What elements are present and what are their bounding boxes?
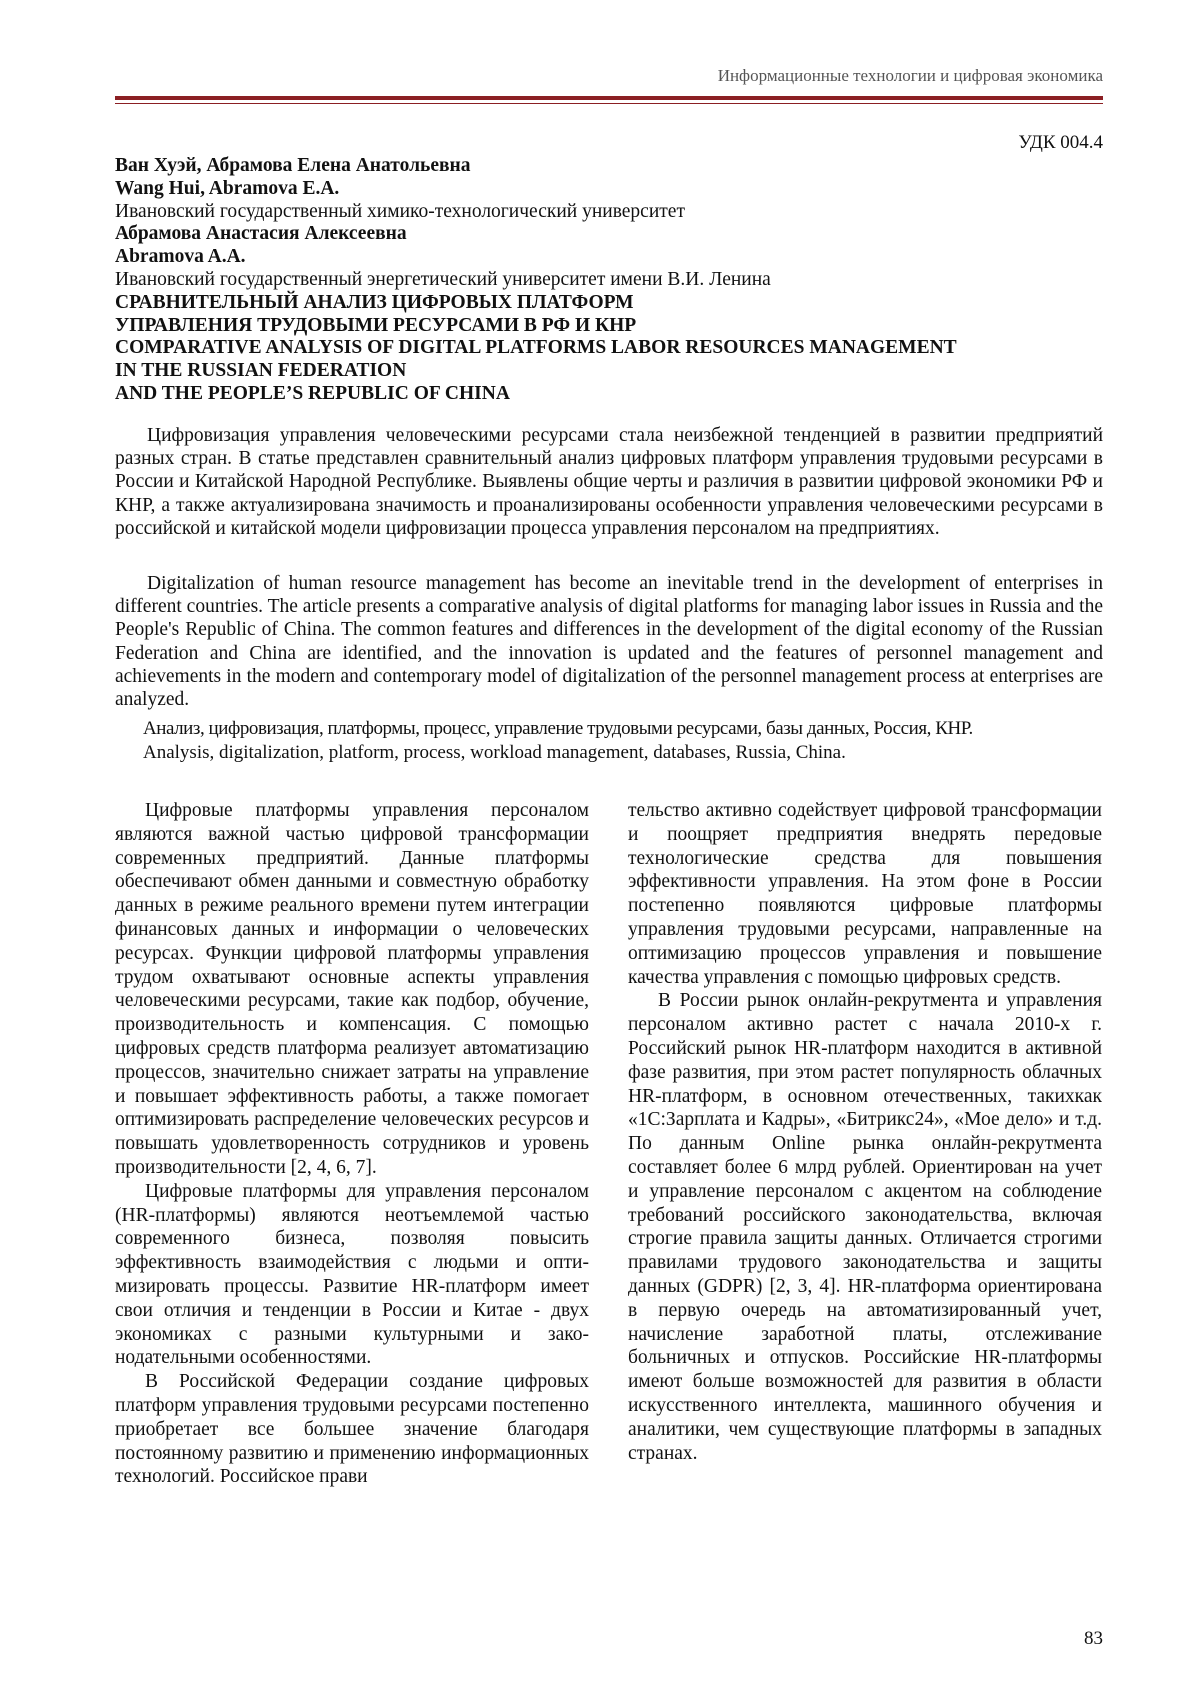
body-paragraph: В Российской Федерации создание цифровых платформ управления трудовыми ресурсами постепенно приобретает все большее значение благодаря постоянному развитию и применению информационных технологий. Российское прави xyxy=(115,1371,589,1488)
keywords-ru: Анализ, цифровизация, платформы, процесс, управление трудовыми ресурсами, базы данных, Россия, КНР. xyxy=(143,718,973,739)
author-line-en-1: Wang Hui, Abramova E.A. xyxy=(115,177,340,199)
front-matter xyxy=(115,155,1103,406)
running-head: Информационные технологии и цифровая экономика xyxy=(717,66,1103,85)
affiliation-1: Ивановский государственный химико-технологический университет xyxy=(115,200,685,222)
body-paragraph-continued: тельство активно содействует цифровой трансформации и поощряет предприятия внедрять передовые технологические средства для повышения эффективности управления. На этом фоне в России постепенно появляются цифровые платформы управления трудовыми ресурсами, направленные на оптимизацию процессов управления и повышение качества управления с помощью цифровых средств. xyxy=(628,800,1102,988)
abstract-ru: Цифровизация управления человеческими ресурсами стала неизбежной тенденцией в развитии предприятий разных стран. В статье представлен сравнительный анализ цифровых платформ управления трудовыми ресурсами в России и Китайской Народной Республике. Выявлены общие черты и различия в развитии цифровой экономики РФ и КНР, а также актуализирована значимость и проанализированы особенности управления человеческими ресурсами в российской и китайской модели цифровизации процесса управления персоналом на предприятиях. xyxy=(115,425,1103,539)
page-number: 83 xyxy=(1084,1628,1103,1649)
header-rule-thick xyxy=(115,96,1103,100)
title-en-line-2: IN THE RUSSIAN FEDERATION xyxy=(115,360,407,382)
abstract-en: Digitalization of human resource management has become an inevitable trend in the development of enterprises in different countries. The article presents a comparative analysis of digital platforms for managing labor issues in Russia and the People's Republic of China. The common features and differences in the development of the digital economy of the Russian Federation and China are identified, and the innovation is updated and the features of personnel management and achievements in the modern and contemporary model of digitalization of the personnel management process at enterprises are analyzed. xyxy=(115,573,1103,711)
author-line-en-2: Abramova A.A. xyxy=(115,246,246,268)
author-line-ru-1: Ван Хуэй, Абрамова Елена Анатольевна xyxy=(115,155,471,176)
title-ru-line-1: СРАВНИТЕЛЬНЫЙ АНАЛИЗ ЦИФРОВЫХ ПЛАТФОРМ xyxy=(115,291,634,313)
body-column-left xyxy=(115,799,589,1489)
body-paragraph: В России рынок онлайн-рекрутмента и управления персоналом активно растет с начала 2010-х г. Российский рынок HR-платформ находится в активной фазе развития, при этом растет популярность облачных HR-платформ, в основном отечественных, такихкак «1С:Зарплата и Кадры», «Битрикс24», «Мое дело» и т.д. По данным Online рынка онлайн-рекрутмента составляет более 6 млрд рублей. Ориентирован на учет и управление персоналом с акцентом на соблюдение требований российского законодательства, включая строгие правила защиты данных. Отличается строгими правилами трудового законодательства и защиты данных (GDPR) [2, 3, 4]. HR-платформа ориентирована в первую очередь на автоматизированный учет, начисление заработной платы, отслеживание больничных и отпусков. Российские HR-платформы имеют больше возможностей для развития в области искусственного интеллекта, машинного обучения и аналитики, чем существующие платформы в западных странах. xyxy=(628,990,1102,1464)
body-paragraph: Цифровые платформы управления персоналом являются важной частью цифровой трансформации современных предприятий. Данные платформы обеспечивают обмен данными и совместную обработку данных в режиме реального времени путем интеграции финансовых данных и информации о человеческих ресурсах. Функции цифровой платформы управления трудом охватывают основные аспекты управления человеческими ресурсами, такие как подбор, обучение, производительность и компенсация. С помощью цифровых средств платформа реализует автоматизацию процессов, значительно снижает затраты на управление и повышает эффективность работы, а также помогает оптимизировать распределение человеческих ресурсов и повышать удовлетворенность сотрудников и уровень производительности [2, 4, 6, 7]. xyxy=(115,800,589,1178)
header-rule-thin xyxy=(115,103,1103,104)
affiliation-2: Ивановский государственный энергетический университет имени В.И. Ленина xyxy=(115,268,771,290)
title-en-line-1: COMPARATIVE ANALYSIS OF DIGITAL PLATFORMS LABOR RESOURCES MANAGEMENT xyxy=(115,337,957,359)
author-line-ru-2: Абрамова Анастасия Алексеевна xyxy=(115,223,407,245)
title-ru-line-2: УПРАВЛЕНИЯ ТРУДОВЫМИ РЕСУРСАМИ В РФ И КНР xyxy=(115,314,637,336)
udc-code: УДК 004.4 xyxy=(1018,132,1103,153)
keywords-en: Analysis, digitalization, platform, process, workload management, databases, Russia, China. xyxy=(143,742,846,763)
body-column-right xyxy=(628,799,1102,1465)
body-paragraph: Цифровые платформы для управления персоналом (HR-платформы) являются неотъемлемой частью современного бизнеса, позволяя повысить эффективность взаимодействия с людьми и оптимизировать процессы. Развитие HR-платформ имеет свои отличия и тенденции в России и Китае - двух экономиках с разными культурными и законодательными особенностями. xyxy=(115,1180,589,1369)
title-en-line-3: AND THE PEOPLE’S REPUBLIC OF CHINA xyxy=(115,382,510,404)
